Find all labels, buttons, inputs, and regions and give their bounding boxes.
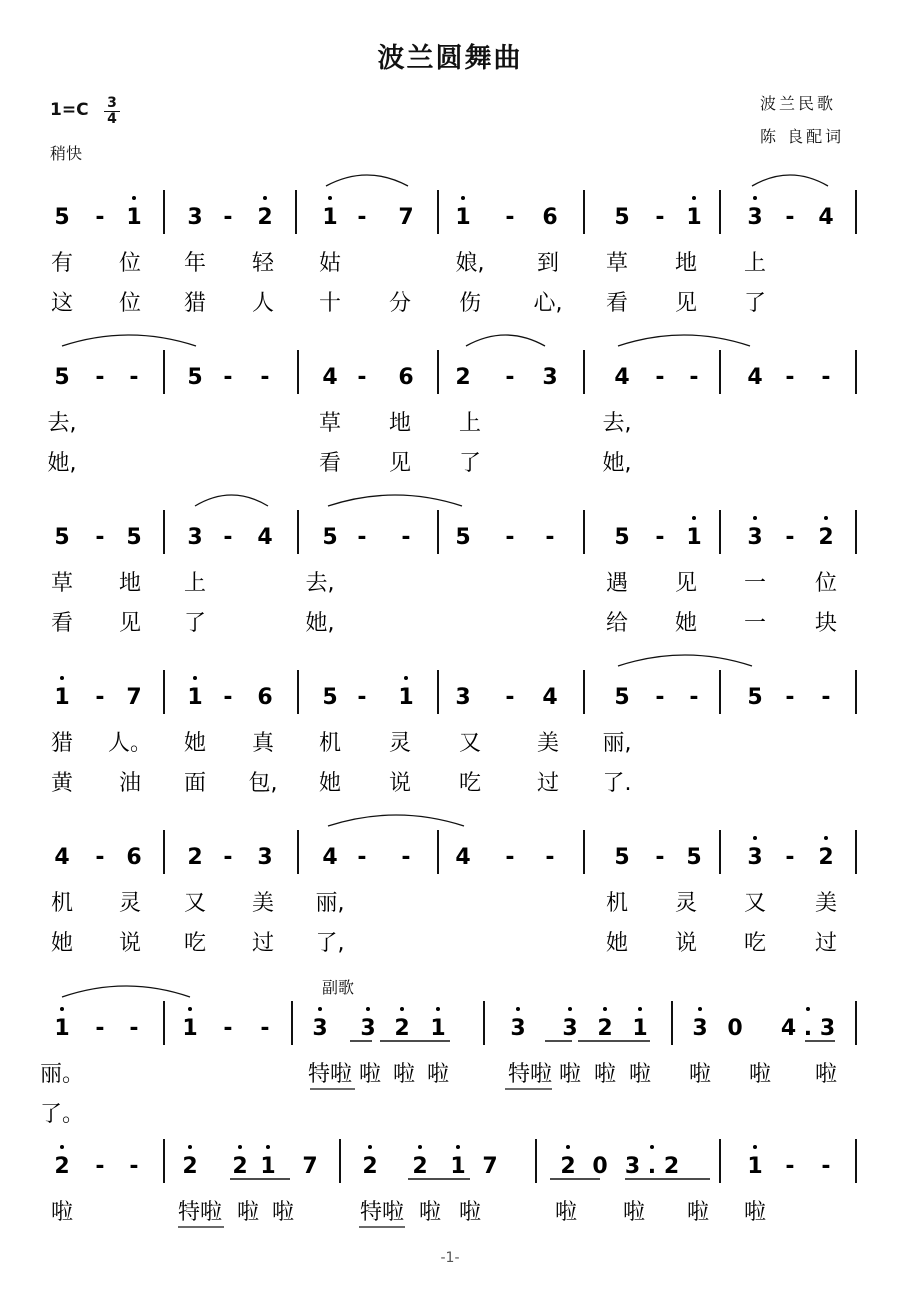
note: 3 xyxy=(747,205,763,230)
lyric-syllable: 吃 xyxy=(743,931,767,956)
note: - xyxy=(785,685,795,710)
note: 1 xyxy=(187,685,203,710)
lyric-syllable: 姑 xyxy=(318,251,342,276)
lyric-syllable: 美 xyxy=(536,731,560,756)
lyric-syllable: 啦 xyxy=(554,1200,578,1225)
lyric-syllable: 啦 xyxy=(593,1062,617,1087)
octave-dot xyxy=(650,1145,654,1149)
tempo-marking: 稍快 xyxy=(50,144,83,163)
slur xyxy=(62,335,196,346)
lyric-syllable: 她, xyxy=(305,611,335,636)
note: 4 xyxy=(614,365,630,390)
lyric-syllable: 面 xyxy=(183,771,207,796)
note: 1 xyxy=(182,1016,198,1041)
note: 3 . 2 xyxy=(624,1154,680,1179)
lyric-syllable: 上 xyxy=(743,251,767,276)
lyric-syllable: 猎 xyxy=(50,731,74,756)
octave-dot xyxy=(692,196,696,200)
lyric-syllable: 上 xyxy=(183,571,207,596)
key-signature: 1=C xyxy=(50,100,89,120)
lyric-syllable: 啦 xyxy=(358,1062,382,1087)
lyric-syllable: 丽, xyxy=(602,731,632,756)
lyric-syllable: 了 xyxy=(183,611,207,636)
note: 3 xyxy=(187,525,203,550)
lyric-syllable: 猎 xyxy=(183,291,207,316)
note: - xyxy=(505,205,515,230)
slur xyxy=(326,175,408,186)
note: - xyxy=(223,685,233,710)
note: 4 xyxy=(818,205,834,230)
lyric-syllable: 她 xyxy=(183,731,207,756)
lyric-syllable: 这 xyxy=(50,291,74,316)
note: 2 xyxy=(182,1154,198,1179)
lyric-syllable: 特啦 xyxy=(177,1200,223,1225)
note: 4 . 3 xyxy=(780,1016,836,1041)
lyric-syllable: 一 xyxy=(743,571,767,596)
lyric-syllable: 机 xyxy=(605,891,629,916)
octave-dot xyxy=(368,1145,372,1149)
lyric-syllable: 啦 xyxy=(814,1062,838,1087)
octave-dot xyxy=(566,1145,570,1149)
note: 1 xyxy=(54,685,70,710)
note: 1 xyxy=(260,1154,276,1179)
note: 5 xyxy=(686,845,702,870)
lyric-syllable: 她 xyxy=(605,931,629,956)
lyric-syllable: 她 xyxy=(674,611,698,636)
lyric-syllable: 啦 xyxy=(622,1200,646,1225)
note: - xyxy=(95,205,105,230)
note: 4 xyxy=(322,365,338,390)
lyric-syllable: 人。 xyxy=(107,731,153,756)
note: - xyxy=(655,365,665,390)
note: 7 xyxy=(482,1154,498,1179)
note: - xyxy=(357,365,367,390)
slur xyxy=(328,815,464,826)
lyric-syllable: 美 xyxy=(251,891,275,916)
octave-dot xyxy=(436,1007,440,1011)
slur xyxy=(618,655,752,666)
lyric-syllable: 灵 xyxy=(388,731,412,756)
octave-dot xyxy=(806,1007,810,1011)
lyric-syllable: 块 xyxy=(814,611,838,636)
lyric-syllable: 真 xyxy=(251,731,275,756)
note: - xyxy=(223,205,233,230)
lyric-syllable: 特啦 xyxy=(507,1062,553,1087)
lyric-syllable: 十 xyxy=(318,291,342,316)
note: - xyxy=(655,525,665,550)
note: - xyxy=(505,845,515,870)
lyric-syllable: 位 xyxy=(814,571,838,596)
note: 2 xyxy=(257,205,273,230)
note: - xyxy=(785,525,795,550)
note: 3 xyxy=(510,1016,526,1041)
note: 3 xyxy=(562,1016,578,1041)
lyric-syllable: 啦 xyxy=(628,1062,652,1087)
note: - xyxy=(260,1016,270,1041)
note: - xyxy=(357,685,367,710)
note: - xyxy=(95,1016,105,1041)
note: 0 xyxy=(727,1016,743,1041)
octave-dot xyxy=(404,676,408,680)
time-denominator: 4 xyxy=(107,111,117,127)
note: - xyxy=(129,365,139,390)
lyric-syllable: 看 xyxy=(605,291,629,316)
note: 5 xyxy=(747,685,763,710)
note: - xyxy=(655,205,665,230)
note: 5 xyxy=(322,685,338,710)
octave-dot xyxy=(318,1007,322,1011)
octave-dot xyxy=(238,1145,242,1149)
lyric-syllable: 见 xyxy=(674,571,698,596)
octave-dot xyxy=(603,1007,607,1011)
note: 4 xyxy=(257,525,273,550)
note: 1 xyxy=(398,685,414,710)
lyric-syllable: 见 xyxy=(388,451,412,476)
note: - xyxy=(655,685,665,710)
note: 5 xyxy=(322,525,338,550)
note: - xyxy=(689,685,699,710)
credit-lyricist: 陈 良配词 xyxy=(760,127,845,146)
lyric-syllable: 黄 xyxy=(50,771,74,796)
note: 2 xyxy=(412,1154,428,1179)
octave-dot xyxy=(366,1007,370,1011)
lyric-syllable: 又 xyxy=(743,891,767,916)
note: 7 xyxy=(302,1154,318,1179)
lyric-syllable: 她, xyxy=(602,451,632,476)
note: 6 xyxy=(257,685,273,710)
lyric-syllable: 特啦 xyxy=(307,1062,353,1087)
lyric-syllable: 草 xyxy=(605,251,629,276)
note: - xyxy=(821,685,831,710)
octave-dot xyxy=(60,1145,64,1149)
octave-dot xyxy=(60,676,64,680)
lyric-syllable: 轻 xyxy=(251,251,275,276)
note: 5 xyxy=(614,205,630,230)
lyric-syllable: 说 xyxy=(388,771,412,796)
lyric-syllable: 包, xyxy=(248,771,278,796)
note: 1 xyxy=(450,1154,466,1179)
lyric-syllable: 看 xyxy=(318,451,342,476)
lyric-syllable: 又 xyxy=(183,891,207,916)
lyric-syllable: 位 xyxy=(118,251,142,276)
lyric-syllable: 她, xyxy=(47,451,77,476)
octave-dot xyxy=(692,516,696,520)
note: 3 xyxy=(747,845,763,870)
note: 4 xyxy=(747,365,763,390)
note: - xyxy=(545,845,555,870)
octave-dot xyxy=(418,1145,422,1149)
lyric-syllable: 去, xyxy=(305,571,335,596)
note: - xyxy=(95,525,105,550)
lyric-syllable: 人 xyxy=(251,291,275,316)
lyric-syllable: 了。 xyxy=(39,1102,85,1127)
octave-dot xyxy=(753,836,757,840)
octave-dot xyxy=(60,1007,64,1011)
lyric-syllable: 去, xyxy=(602,411,632,436)
lyric-syllable: 说 xyxy=(674,931,698,956)
octave-dot xyxy=(400,1007,404,1011)
lyric-syllable: 到 xyxy=(536,251,560,276)
lyric-syllable: 心, xyxy=(533,291,563,316)
note: 6 xyxy=(542,205,558,230)
lyric-syllable: 过 xyxy=(536,771,560,796)
note: 6 xyxy=(398,365,414,390)
octave-dot xyxy=(824,516,828,520)
lyric-syllable: 机 xyxy=(50,891,74,916)
octave-dot xyxy=(568,1007,572,1011)
note: 1 xyxy=(747,1154,763,1179)
note: - xyxy=(689,365,699,390)
note: 5 xyxy=(614,845,630,870)
note: 7 xyxy=(398,205,414,230)
octave-dot xyxy=(456,1145,460,1149)
slur xyxy=(618,335,750,346)
lyric-syllable: 见 xyxy=(674,291,698,316)
slur xyxy=(62,986,190,997)
lyric-syllable: 啦 xyxy=(686,1200,710,1225)
lyric-syllable: 机 xyxy=(318,731,342,756)
lyric-syllable: 地 xyxy=(388,411,412,436)
lyric-syllable: 去, xyxy=(47,411,77,436)
note: 1 xyxy=(686,205,702,230)
lyric-syllable: 啦 xyxy=(236,1200,260,1225)
note: - xyxy=(95,685,105,710)
octave-dot xyxy=(638,1007,642,1011)
credit-origin: 波兰民歌 xyxy=(760,94,837,113)
octave-dot xyxy=(188,1145,192,1149)
note: 2 xyxy=(394,1016,410,1041)
lyric-syllable: 丽, xyxy=(315,891,345,916)
note: 5 xyxy=(54,205,70,230)
lyric-syllable: 啦 xyxy=(458,1200,482,1225)
lyric-syllable: 啦 xyxy=(418,1200,442,1225)
lyric-syllable: 灵 xyxy=(118,891,142,916)
slur xyxy=(752,175,828,186)
note: 5 xyxy=(54,365,70,390)
octave-dot xyxy=(461,196,465,200)
note: - xyxy=(505,525,515,550)
note: - xyxy=(357,525,367,550)
octave-dot xyxy=(753,516,757,520)
note: 2 xyxy=(597,1016,613,1041)
octave-dot xyxy=(824,836,828,840)
note: 3 xyxy=(542,365,558,390)
note: 2 xyxy=(54,1154,70,1179)
chorus-label: 副歌 xyxy=(322,978,355,997)
lyric-syllable: 啦 xyxy=(271,1200,295,1225)
note: 3 xyxy=(455,685,471,710)
note: - xyxy=(821,1154,831,1179)
lyric-syllable: 位 xyxy=(118,291,142,316)
note: - xyxy=(95,365,105,390)
note: 2 xyxy=(455,365,471,390)
lyric-syllable: 她 xyxy=(50,931,74,956)
note: 4 xyxy=(542,685,558,710)
lyric-syllable: 地 xyxy=(674,251,698,276)
lyric-syllable: 啦 xyxy=(688,1062,712,1087)
note: - xyxy=(129,1154,139,1179)
note: - xyxy=(505,685,515,710)
lyric-syllable: 见 xyxy=(118,611,142,636)
lyric-syllable: 啦 xyxy=(392,1062,416,1087)
note: 4 xyxy=(54,845,70,870)
lyric-syllable: 啦 xyxy=(558,1062,582,1087)
note: 5 xyxy=(126,525,142,550)
note: 3 xyxy=(692,1016,708,1041)
octave-dot xyxy=(266,1145,270,1149)
note: - xyxy=(505,365,515,390)
note: 1 xyxy=(632,1016,648,1041)
lyric-syllable: 特啦 xyxy=(359,1200,405,1225)
lyric-syllable: 美 xyxy=(814,891,838,916)
note: 1 xyxy=(54,1016,70,1041)
octave-dot xyxy=(328,196,332,200)
note: 3 xyxy=(312,1016,328,1041)
lyric-syllable: 年 xyxy=(183,251,207,276)
octave-dot xyxy=(263,196,267,200)
lyric-syllable: 给 xyxy=(605,611,629,636)
note: - xyxy=(223,525,233,550)
note: - xyxy=(223,845,233,870)
octave-dot xyxy=(516,1007,520,1011)
octave-dot xyxy=(753,196,757,200)
note: - xyxy=(357,205,367,230)
lyric-syllable: 了. xyxy=(602,771,632,796)
note: - xyxy=(95,845,105,870)
octave-dot xyxy=(193,676,197,680)
note: 0 xyxy=(592,1154,608,1179)
note: - xyxy=(223,1016,233,1041)
lyric-syllable: 她 xyxy=(318,771,342,796)
note: 3 xyxy=(747,525,763,550)
note: 2 xyxy=(560,1154,576,1179)
note: 6 xyxy=(126,845,142,870)
lyric-syllable: 有 xyxy=(50,251,74,276)
slur xyxy=(328,495,462,506)
time-numerator: 3 xyxy=(107,95,117,111)
lyric-syllable: 地 xyxy=(118,571,142,596)
note: - xyxy=(545,525,555,550)
lyric-syllable: 分 xyxy=(388,291,412,316)
note: - xyxy=(260,365,270,390)
note: 5 xyxy=(54,525,70,550)
lyric-syllable: 草 xyxy=(50,571,74,596)
lyric-syllable: 吃 xyxy=(458,771,482,796)
lyric-syllable: 上 xyxy=(458,411,482,436)
note: - xyxy=(401,845,411,870)
note: 4 xyxy=(455,845,471,870)
note: - xyxy=(785,365,795,390)
note: 2 xyxy=(187,845,203,870)
octave-dot xyxy=(698,1007,702,1011)
lyric-syllable: 了 xyxy=(458,451,482,476)
note: - xyxy=(95,1154,105,1179)
note: 5 xyxy=(614,525,630,550)
lyric-syllable: 丽。 xyxy=(39,1062,85,1087)
note: 1 xyxy=(455,205,471,230)
note: - xyxy=(785,205,795,230)
slur xyxy=(466,335,545,346)
note: - xyxy=(401,525,411,550)
note: 2 xyxy=(362,1154,378,1179)
lyric-syllable: 过 xyxy=(814,931,838,956)
lyric-syllable: 一 xyxy=(743,611,767,636)
note: 1 xyxy=(322,205,338,230)
lyric-syllable: 说 xyxy=(118,931,142,956)
note: - xyxy=(357,845,367,870)
note: 5 xyxy=(187,365,203,390)
lyric-syllable: 草 xyxy=(318,411,342,436)
lyric-syllable: 看 xyxy=(50,611,74,636)
note: 3 xyxy=(257,845,273,870)
note: - xyxy=(785,845,795,870)
lyric-syllable: 啦 xyxy=(426,1062,450,1087)
note: 7 xyxy=(126,685,142,710)
song-title: 波兰圆舞曲 xyxy=(377,43,523,74)
note: 2 xyxy=(818,525,834,550)
note: - xyxy=(129,1016,139,1041)
note: 3 xyxy=(360,1016,376,1041)
lyric-syllable: 伤 xyxy=(458,291,482,316)
octave-dot xyxy=(132,196,136,200)
octave-dot xyxy=(188,1007,192,1011)
note: 1 xyxy=(686,525,702,550)
lyric-syllable: 娘, xyxy=(455,251,485,276)
lyric-syllable: 啦 xyxy=(50,1200,74,1225)
note: - xyxy=(223,365,233,390)
lyric-syllable: 吃 xyxy=(183,931,207,956)
note: 4 xyxy=(322,845,338,870)
note: - xyxy=(785,1154,795,1179)
lyric-syllable: 了 xyxy=(743,291,767,316)
note: 2 xyxy=(818,845,834,870)
note: - xyxy=(655,845,665,870)
lyric-syllable: 灵 xyxy=(674,891,698,916)
note: 2 xyxy=(232,1154,248,1179)
page-number: -1- xyxy=(440,1250,460,1266)
note: 5 xyxy=(455,525,471,550)
lyric-syllable: 啦 xyxy=(748,1062,772,1087)
lyric-syllable: 又 xyxy=(458,731,482,756)
note: 1 xyxy=(430,1016,446,1041)
lyric-syllable: 油 xyxy=(118,771,142,796)
slur xyxy=(195,495,268,506)
lyric-syllable: 遇 xyxy=(605,571,629,596)
note: - xyxy=(821,365,831,390)
note: 5 xyxy=(614,685,630,710)
lyric-syllable: 了, xyxy=(315,931,345,956)
note: 1 xyxy=(126,205,142,230)
note: 3 xyxy=(187,205,203,230)
lyric-syllable: 过 xyxy=(251,931,275,956)
lyric-syllable: 啦 xyxy=(743,1200,767,1225)
octave-dot xyxy=(753,1145,757,1149)
